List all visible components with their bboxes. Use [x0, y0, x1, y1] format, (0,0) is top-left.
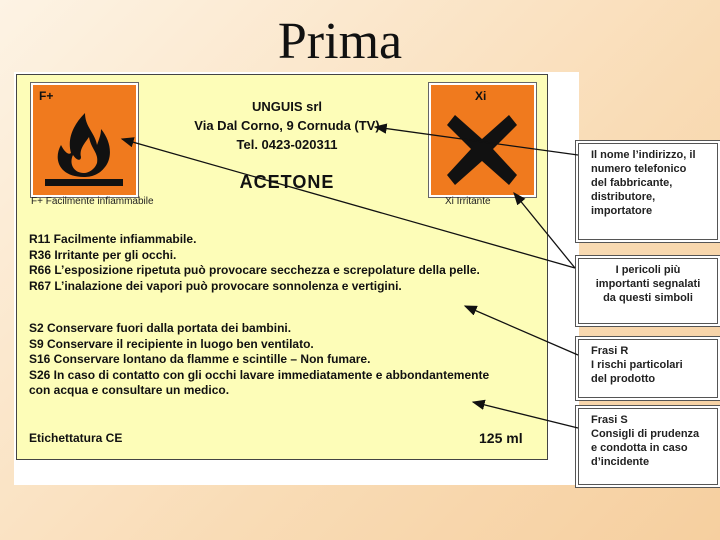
callout-line: Consigli di prudenza — [591, 428, 700, 440]
r-phrase: R36 Irritante per gli occhi. — [29, 247, 177, 262]
callout-line: Frasi S — [591, 414, 628, 426]
callout-line: Frasi R — [591, 345, 629, 357]
r-phrase: R11 Facilmente infiammabile. — [29, 232, 197, 246]
callout-line: importatore — [591, 205, 653, 217]
arrow-to-flame — [122, 139, 575, 268]
irritant-code: Xi — [475, 89, 487, 103]
slide-title: Prima — [277, 13, 403, 70]
r-phrase: R66 L’esposizione ripetuta può provocare secchezza e screpolature della pelle. — [29, 263, 480, 277]
arrow-to-company — [375, 127, 578, 155]
r-phrase: R67 L’inalazione dei vapori può provocare sonnolenza e vertigini. — [29, 278, 402, 293]
ce-mark: Etichettatura CE — [29, 431, 123, 445]
s-phrase: S9 Conservare il recipiente in luogo ben ventilato. — [29, 336, 314, 351]
callout-line: da questi simboli — [603, 292, 693, 304]
callout-line: Il nome l’indirizzo, il — [591, 149, 696, 161]
callout-line: del fabbricante, — [591, 177, 673, 189]
arrow-to-r-phrases — [465, 306, 578, 355]
callout-line: distributore, — [591, 191, 656, 203]
s-phrase: S26 In caso di contatto con gli occhi lavare immediatamente e abbondantemente — [29, 367, 490, 382]
company-name: UNGUIS srl — [251, 99, 323, 114]
callout-line: e condotta in caso — [591, 442, 688, 454]
flammable-caption: F+ Facilmente infiammabile — [31, 196, 154, 207]
volume: 125 ml — [479, 430, 523, 446]
callout-line: numero telefonico — [591, 163, 687, 175]
callout-line: del prodotto — [591, 373, 656, 385]
irritant-caption: Xi Irritante — [445, 196, 491, 207]
arrow-to-x — [514, 193, 575, 268]
company-address: Via Dal Corno, 9 Cornuda (TV) — [194, 118, 380, 133]
product-name: ACETONE — [239, 172, 335, 192]
callout-line: I rischi particolari — [591, 359, 683, 371]
arrow-to-s-phrases — [473, 402, 578, 428]
flammable-code: F+ — [39, 89, 54, 103]
callout-line: d’incidente — [591, 456, 650, 468]
callout-line: I pericoli più — [615, 264, 681, 276]
company-phone: Tel. 0423-020311 — [236, 137, 338, 152]
callout-line: importanti segnalati — [595, 278, 701, 290]
s-phrase: con acqua e consultare un medico. — [29, 383, 230, 397]
s-phrase: S2 Conservare fuori dalla portata dei bambini. — [29, 321, 292, 335]
s-phrase: S16 Conservare lontano da flamme e scintille – Non fumare. — [29, 352, 371, 366]
